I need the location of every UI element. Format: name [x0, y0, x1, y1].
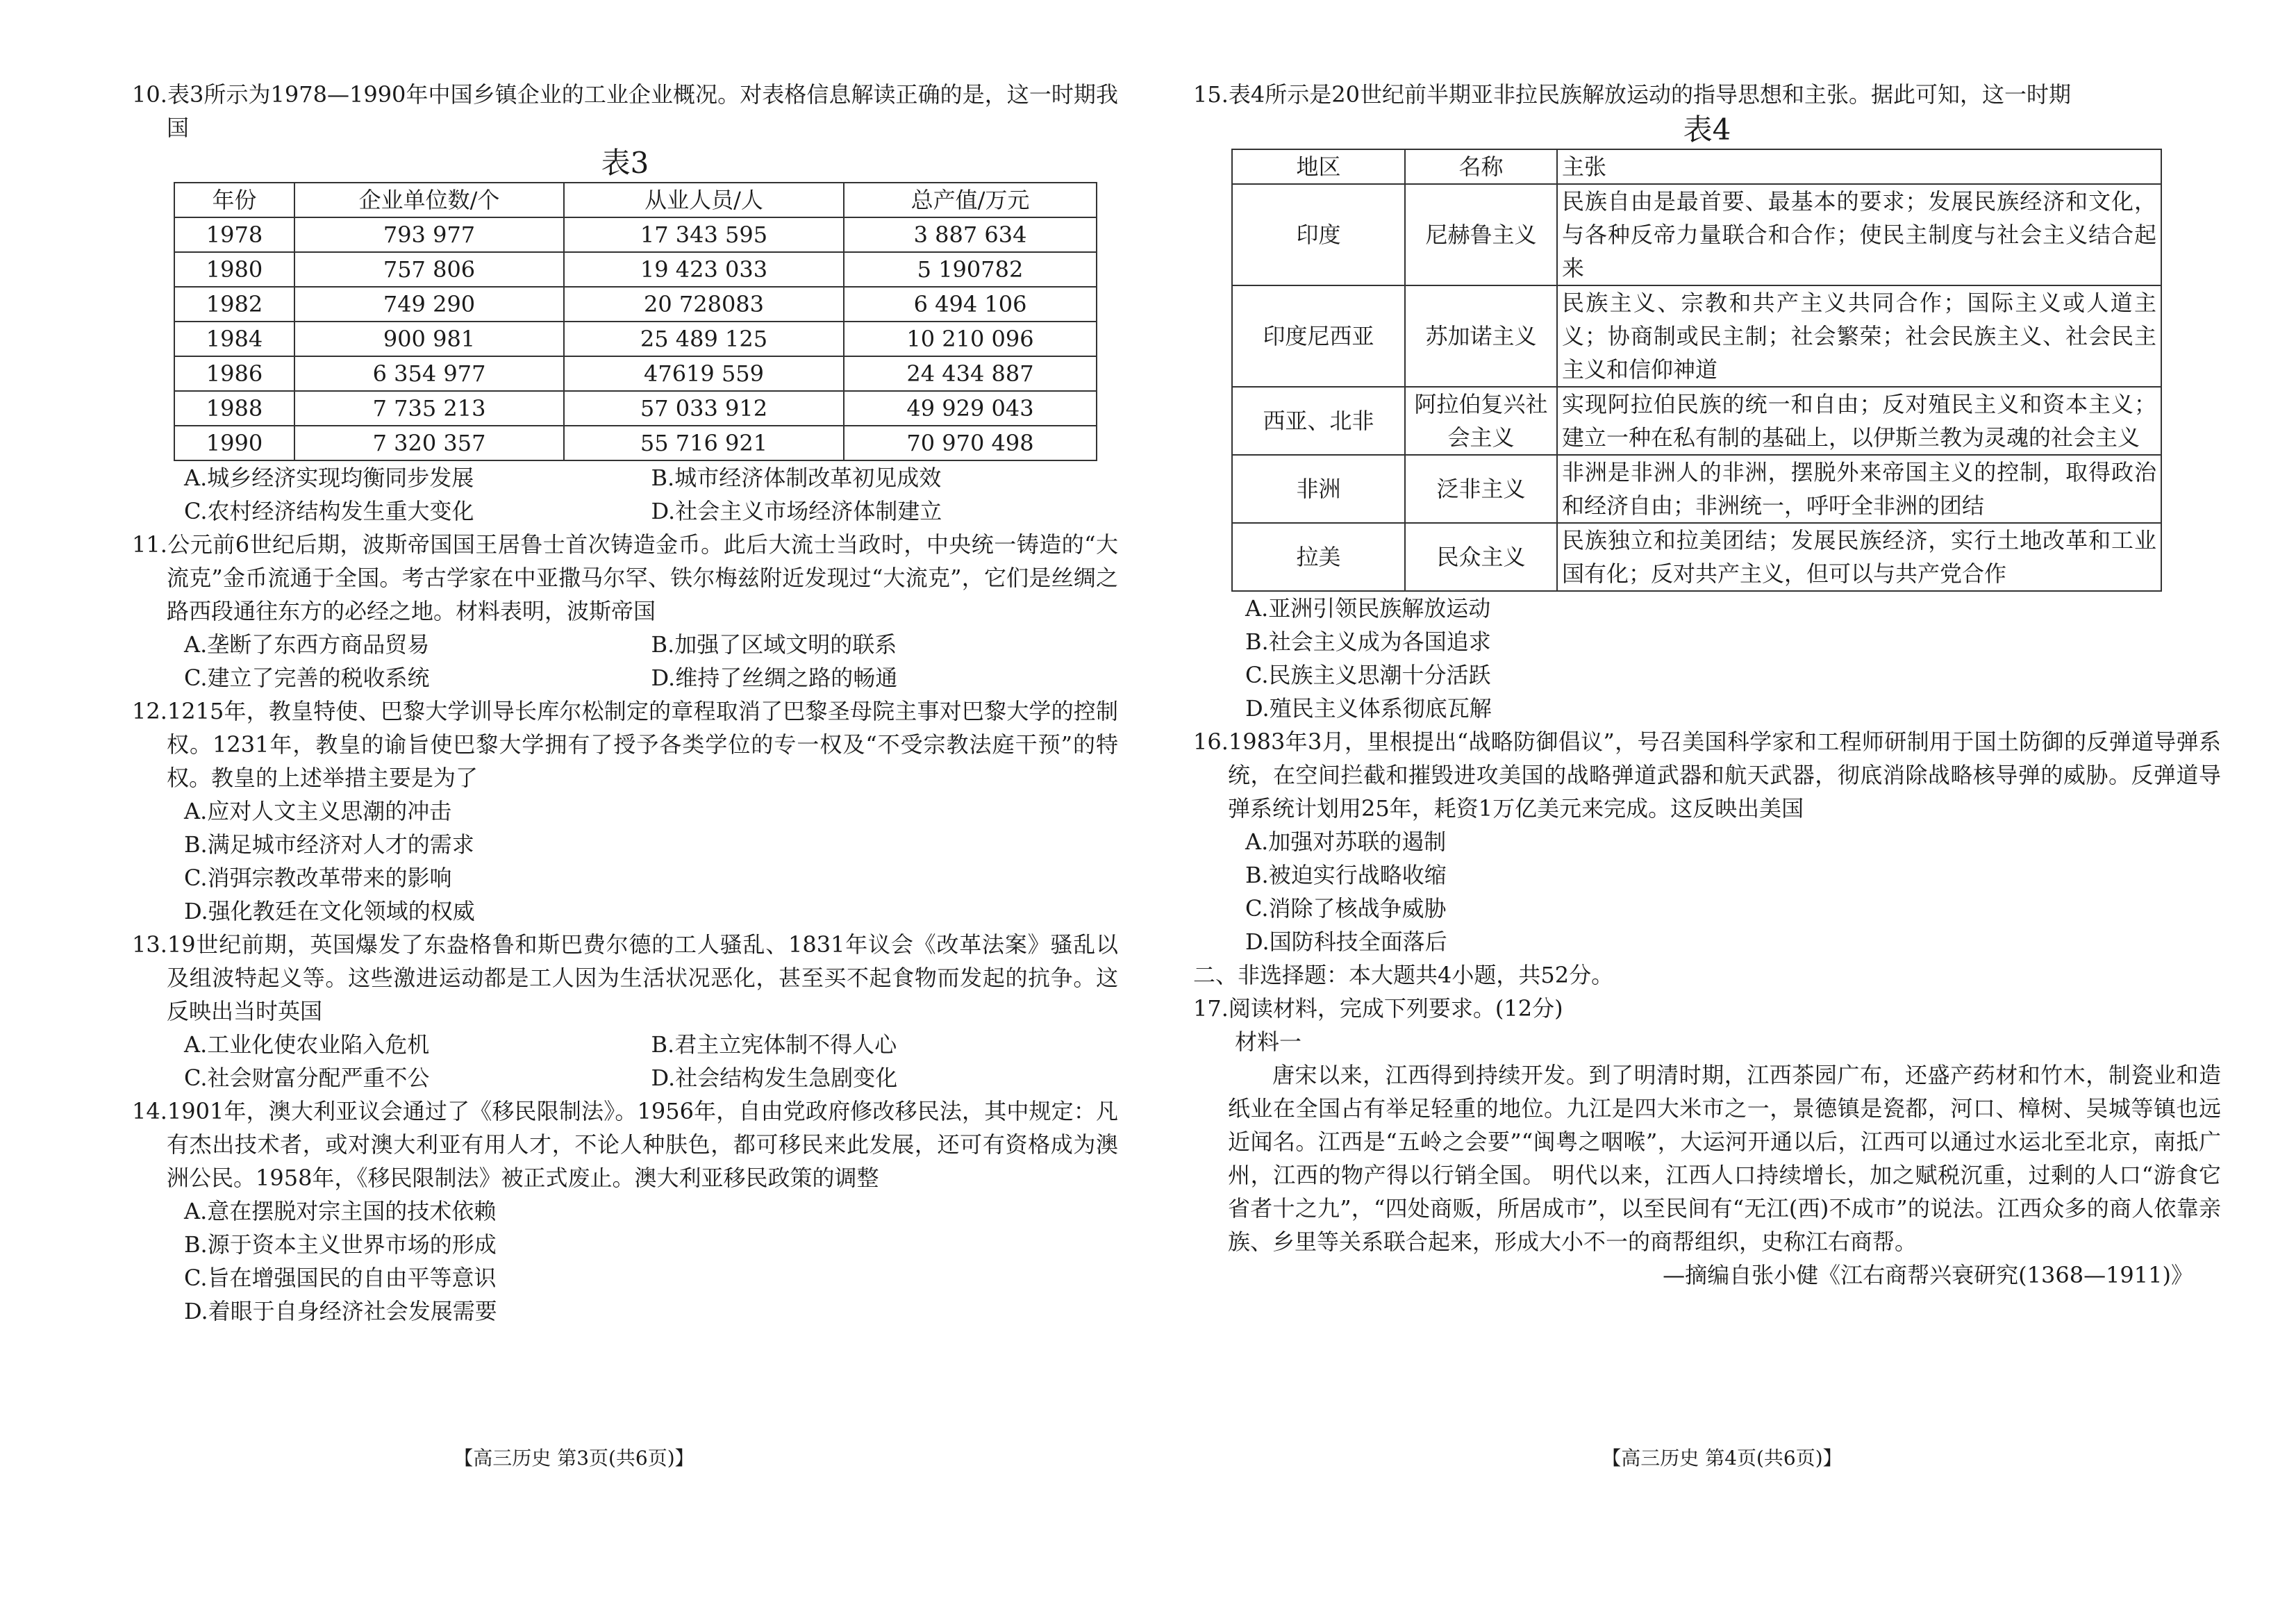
table-cell: 民众主义 — [1405, 523, 1557, 591]
left-column — [132, 78, 1118, 1328]
question-10-text: 10.表3所示为1978—1990年中国乡镇企业的工业企业概况。对表格信息解读正确的是，这一时期我国 — [132, 81, 1118, 141]
table-row — [1232, 184, 2161, 285]
table-cell: 1984 — [174, 322, 294, 356]
table-cell: 非洲是非洲人的非洲，摆脱外来帝国主义的控制，取得政治和经济自由；非洲统一，呼吁全非洲的团结 — [1557, 455, 2161, 523]
question-12 — [132, 694, 1118, 928]
table-4-caption: 表4 — [1683, 113, 1731, 147]
table-cell: 55 716 921 — [564, 426, 844, 460]
table-header: 从业人员/人 — [564, 183, 844, 217]
table-cell: 1988 — [174, 391, 294, 426]
option-d[interactable]: D.社会结构发生急剧变化 — [651, 1065, 898, 1091]
table-cell: 1990 — [174, 426, 294, 460]
table-cell: 3 887 634 — [844, 217, 1097, 252]
question-10-options-ab — [132, 461, 1118, 494]
question-17 — [1193, 992, 2221, 1292]
option-c[interactable]: C.社会财富分配严重不公 — [184, 1065, 430, 1091]
table-row — [1232, 523, 2161, 591]
question-13-options-cd — [132, 1061, 1118, 1095]
option-a[interactable]: A.亚洲引领民族解放运动 — [1245, 595, 1491, 622]
table-cell: 900 981 — [294, 322, 564, 356]
table-cell: 非洲 — [1232, 455, 1405, 523]
question-10-options-cd — [132, 494, 1118, 528]
question-13 — [132, 928, 1118, 1095]
table-cell: 西亚、北非 — [1232, 387, 1405, 455]
page-footer: 【高三历史 第3页(共6页)】 — [454, 1447, 694, 1470]
table-cell: 1980 — [174, 252, 294, 287]
table-cell: 尼赫鲁主义 — [1405, 184, 1557, 285]
table-cell: 25 489 125 — [564, 322, 844, 356]
option-b[interactable]: B.加强了区域文明的联系 — [651, 631, 897, 658]
question-11-text: 11.公元前6世纪后期，波斯帝国国王居鲁士首次铸造金币。此后大流士当政时，中央统一铸造的“大流克”金币流通于全国。考古学家在中亚撒马尔罕、铁尔梅兹附近发现过“大流克”，它们是丝绸之路西段通往东方的必经之地。材料表明，波斯帝国 — [132, 531, 1118, 624]
question-13-options-ab — [132, 1028, 1118, 1061]
question-16 — [1193, 725, 2221, 958]
right-column — [1193, 78, 2221, 1292]
option-b[interactable]: B.源于资本主义世界市场的形成 — [184, 1231, 497, 1258]
option-a[interactable]: A.工业化使农业陷入危机 — [184, 1031, 430, 1058]
option-d[interactable]: D.殖民主义体系彻底瓦解 — [1245, 695, 1492, 722]
question-11 — [132, 528, 1118, 694]
question-11-options-ab — [132, 628, 1118, 661]
table-cell: 19 423 033 — [564, 252, 844, 287]
table-cell: 泛非主义 — [1405, 455, 1557, 523]
table-header: 年份 — [174, 183, 294, 217]
table-cell: 6 494 106 — [844, 287, 1097, 322]
table-cell: 6 354 977 — [294, 356, 564, 391]
table-header: 企业单位数/个 — [294, 183, 564, 217]
option-c[interactable]: C.建立了完善的税收系统 — [184, 665, 430, 691]
table-cell: 7 320 357 — [294, 426, 564, 460]
table-cell: 49 929 043 — [844, 391, 1097, 426]
table-cell: 5 190782 — [844, 252, 1097, 287]
table-header: 总产值/万元 — [844, 183, 1097, 217]
table-header-row — [174, 183, 1097, 217]
option-a[interactable]: A.垄断了东西方商品贸易 — [184, 631, 430, 658]
question-14-text: 14.1901年，澳大利亚议会通过了《移民限制法》。1956年，自由党政府修改移民法，其中规定：凡有杰出技术者，或对澳大利亚有用人才，不论人种肤色，都可移民来此发展，还可有资格成为澳洲公民。1958年，《移民限制法》被正式废止。澳大利亚移民政策的调整 — [132, 1098, 1118, 1191]
option-d[interactable]: D.强化教廷在文化领域的权威 — [184, 898, 475, 924]
question-17-text: 17.阅读材料，完成下列要求。(12分) — [1193, 995, 1563, 1022]
option-c[interactable]: C.农村经济结构发生重大变化 — [184, 498, 474, 524]
table-cell: 1982 — [174, 287, 294, 322]
option-a[interactable]: A.加强对苏联的遏制 — [1245, 829, 1447, 855]
question-15-text: 15.表4所示是20世纪前半期亚非拉民族解放运动的指导思想和主张。据此可知，这一时期 — [1193, 81, 2071, 108]
question-12-text: 12.1215年，教皇特使、巴黎大学训导长库尔松制定的章程取消了巴黎圣母院主事对巴黎大学的控制权。1231年，教皇的谕旨使巴黎大学拥有了授予各类学位的专一权及“不受宗教法庭干预”的特权。教皇的上述举措主要是为了 — [132, 698, 1118, 791]
table-cell: 749 290 — [294, 287, 564, 322]
table-row — [174, 252, 1097, 287]
question-10 — [132, 78, 1118, 528]
table-row — [174, 217, 1097, 252]
option-c[interactable]: C.民族主义思潮十分活跃 — [1245, 662, 1491, 688]
table-3-caption: 表3 — [601, 146, 649, 180]
page-4 — [1148, 0, 2296, 1623]
table-cell: 拉美 — [1232, 523, 1405, 591]
table-cell: 10 210 096 — [844, 322, 1097, 356]
table-header: 名称 — [1405, 149, 1557, 184]
table-row — [174, 287, 1097, 322]
table-cell: 1978 — [174, 217, 294, 252]
table-cell: 苏加诺主义 — [1405, 285, 1557, 387]
table-header: 地区 — [1232, 149, 1405, 184]
option-b[interactable]: B.君主立宪体制不得人心 — [651, 1031, 897, 1058]
option-d[interactable]: D.社会主义市场经济体制建立 — [651, 498, 942, 524]
table-cell: 17 343 595 — [564, 217, 844, 252]
option-a[interactable]: A.意在摆脱对宗主国的技术依赖 — [184, 1198, 497, 1224]
table-row — [1232, 387, 2161, 455]
table-cell: 20 728083 — [564, 287, 844, 322]
material-label: 材料一 — [1235, 1029, 1302, 1055]
question-13-text: 13.19世纪前期，英国爆发了东盎格鲁和斯巴费尔德的工人骚乱、1831年议会《改革法案》骚乱以及组波特起义等。这些激进运动都是工人因为生活状况恶化，甚至买不起食物而发起的抗争。这反映出当时英国 — [132, 931, 1118, 1024]
question-16-text: 16.1983年3月，里根提出“战略防御倡议”，号召美国科学家和工程师研制用于国土防御的反弹道导弹系统，在空间拦截和摧毁进攻美国的战略弹道武器和航天武器，彻底消除战略核导弹的威胁。反弹道导弹系统计划用25年，耗资1万亿美元来完成。这反映出美国 — [1193, 729, 2221, 822]
table-cell: 印度尼西亚 — [1232, 285, 1405, 387]
option-b[interactable]: B.满足城市经济对人才的需求 — [184, 831, 474, 858]
table-cell: 1986 — [174, 356, 294, 391]
material-paragraph: 唐宋以来，江西得到持续开发。到了明清时期，江西茶园广布，还盛产药材和竹木，制瓷业和造纸业在全国占有举足轻重的地位。九江是四大米市之一，景德镇是瓷都，河口、樟树、吴城等镇也远近闻名。江西是“五岭之会要”“闽粤之咽喉”，大运河开通以后，江西可以通过水运北至北京，南抵广州，江西的物产得以行销全国。 明代以来，江西人口持续增长，加之赋税沉重，过剩的人口“游食它省者十之九”，“四处商贩，所居成市”，以至民间有“无江(西)不成市”的说法。江西众多的商人依靠亲族、乡里等关系联合起来，形成大小不一的商帮组织，史称江右商帮。 — [1228, 1062, 2221, 1255]
option-b[interactable]: B.被迫实行战略收缩 — [1245, 862, 1447, 888]
table-cell: 民族自由是最首要、最基本的要求；发展民族经济和文化，与各种反帝力量联合和合作；使民主制度与社会主义结合起来 — [1557, 184, 2161, 285]
page-footer: 【高三历史 第4页(共6页)】 — [1602, 1447, 1842, 1470]
material-source: —摘编自张小健《江右商帮兴衰研究(1368—1911)》 — [1663, 1262, 2193, 1288]
table-row — [174, 426, 1097, 460]
table-cell: 印度 — [1232, 184, 1405, 285]
table-cell: 757 806 — [294, 252, 564, 287]
table-cell: 793 977 — [294, 217, 564, 252]
section-heading: 二、非选择题：本大题共4小题，共52分。 — [1193, 962, 1614, 988]
table-4 — [1231, 149, 2162, 592]
option-d[interactable]: D.着眼于自身经济社会发展需要 — [184, 1298, 497, 1324]
option-b[interactable]: B.城市经济体制改革初见成效 — [651, 465, 942, 491]
table-3 — [174, 182, 1097, 461]
table-cell: 实现阿拉伯民族的统一和自由；反对殖民主义和资本主义；建立一种在私有制的基础上，以伊斯兰教为灵魂的社会主义 — [1557, 387, 2161, 455]
option-c[interactable]: C.消除了核战争威胁 — [1245, 895, 1447, 922]
option-d[interactable]: D.维持了丝绸之路的畅通 — [651, 665, 898, 691]
table-row — [174, 391, 1097, 426]
table-cell: 7 735 213 — [294, 391, 564, 426]
option-a[interactable]: A.应对人文主义思潮的冲击 — [184, 798, 452, 824]
question-15 — [1193, 78, 2221, 725]
option-a[interactable]: A.城乡经济实现均衡同步发展 — [184, 465, 474, 491]
table-cell: 阿拉伯复兴社会主义 — [1405, 387, 1557, 455]
option-b[interactable]: B.社会主义成为各国追求 — [1245, 629, 1491, 655]
question-14 — [132, 1095, 1118, 1328]
question-11-options-cd — [132, 661, 1118, 694]
table-cell: 57 033 912 — [564, 391, 844, 426]
option-c[interactable]: C.消弭宗教改革带来的影响 — [184, 865, 452, 891]
table-row — [1232, 285, 2161, 387]
table-cell: 24 434 887 — [844, 356, 1097, 391]
table-cell: 47619 559 — [564, 356, 844, 391]
table-cell: 70 970 498 — [844, 426, 1097, 460]
table-row — [174, 322, 1097, 356]
table-cell: 民族主义、宗教和共产主义共同合作；国际主义或人道主义；协商制或民主制；社会繁荣；社会民族主义、社会民主主义和信仰神道 — [1557, 285, 2161, 387]
option-d[interactable]: D.国防科技全面落后 — [1245, 929, 1447, 955]
table-row — [174, 356, 1097, 391]
option-c[interactable]: C.旨在增强国民的自由平等意识 — [184, 1265, 497, 1291]
table-cell: 民族独立和拉美团结；发展民族经济，实行土地改革和工业国有化；反对共产主义，但可以与共产党合作 — [1557, 523, 2161, 591]
table-header-row — [1232, 149, 2161, 184]
table-header: 主张 — [1557, 149, 2161, 184]
table-row — [1232, 455, 2161, 523]
